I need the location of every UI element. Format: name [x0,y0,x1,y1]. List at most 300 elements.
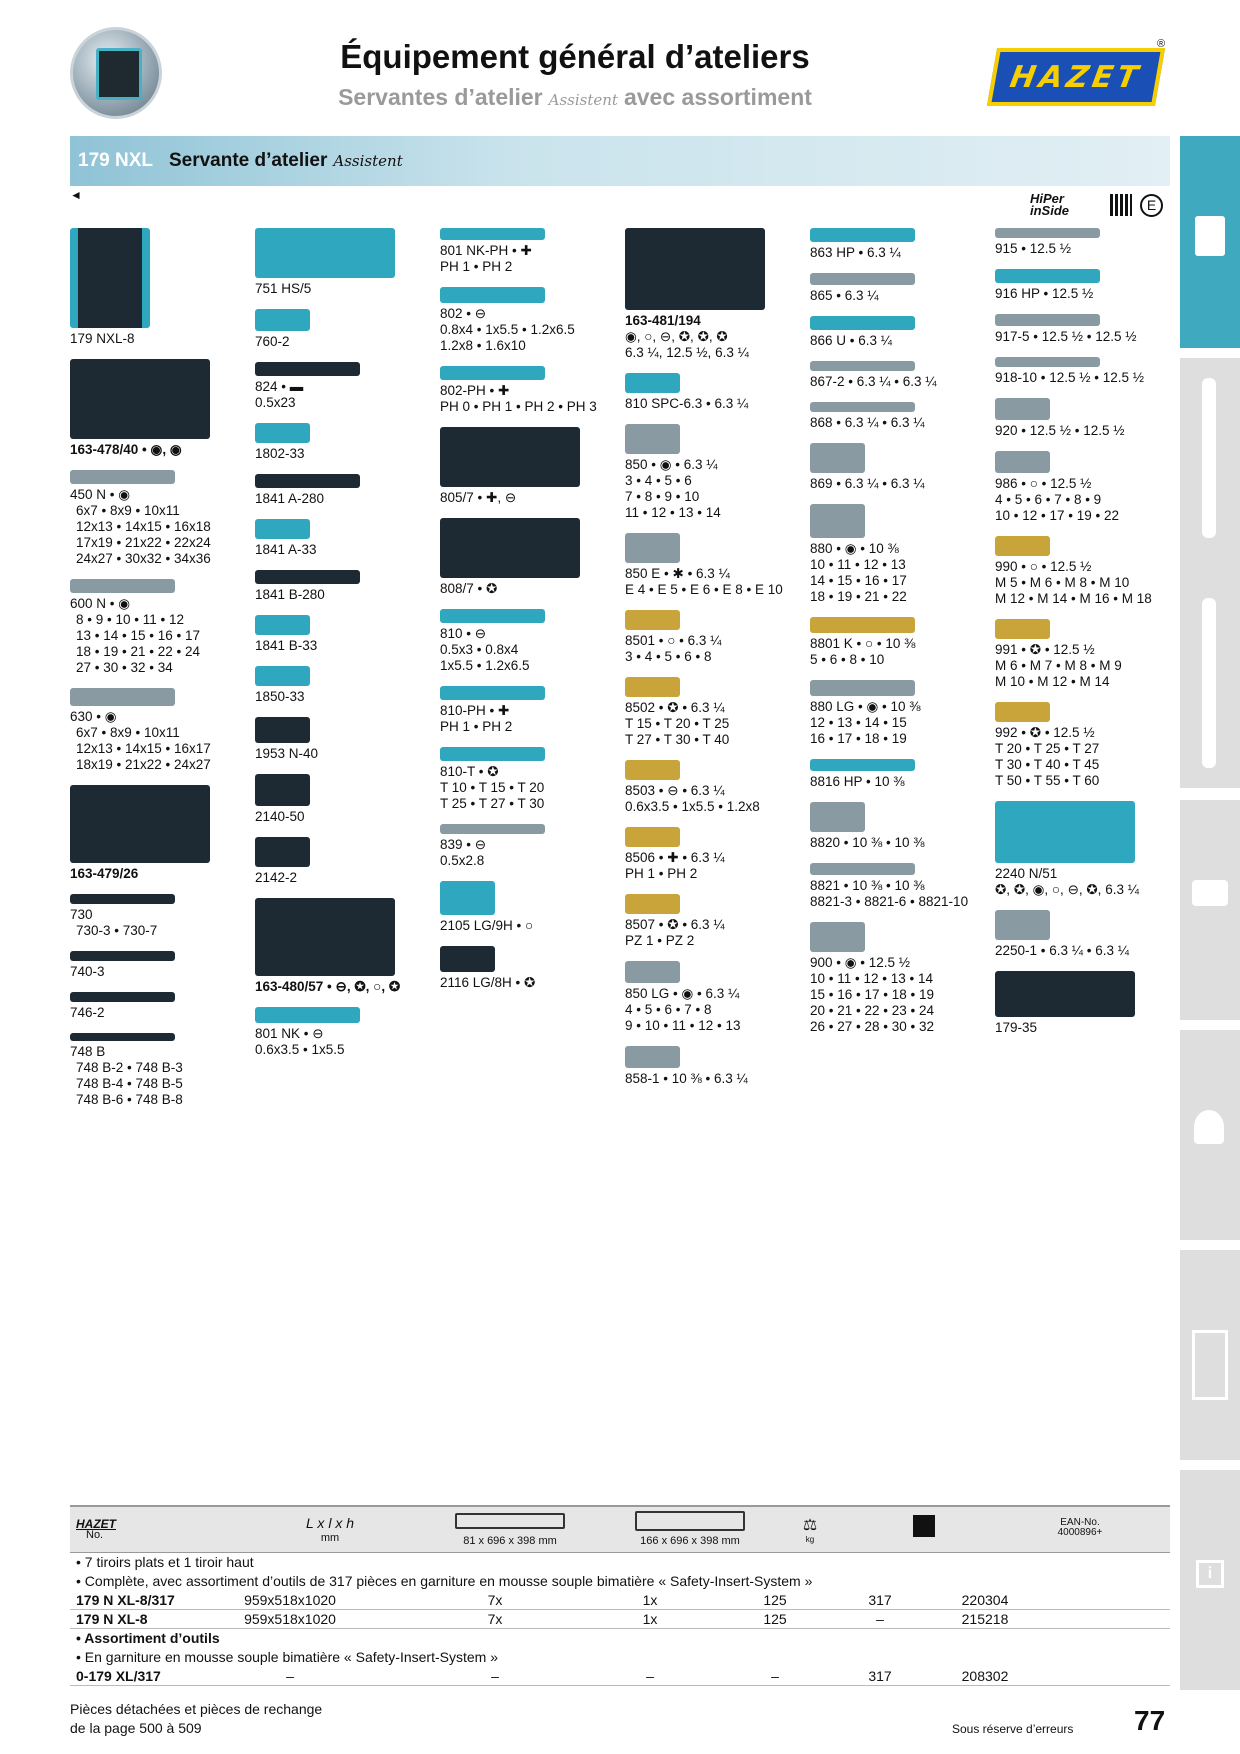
e-badge: E [1140,194,1163,217]
product-item[interactable] [810,402,988,431]
product-code: 839 • ⊖ [440,837,487,852]
product-item[interactable] [70,470,248,567]
product-item[interactable] [995,910,1173,959]
table-cell: – [286,1668,294,1684]
product-image [995,451,1050,473]
product-code: 916 HP • 12.5 ½ [995,286,1094,301]
table-header [70,1507,1170,1553]
product-code: 746-2 [70,1005,105,1020]
product-image [810,863,915,875]
product-sizes: 748 B-4 • 748 B-5 [76,1076,183,1091]
product-code: 1841 B-280 [255,587,325,602]
side-tab-info[interactable] [1180,1470,1240,1690]
product-code: 8506 • ✚ • 6.3 ¼ [625,850,725,865]
product-image [255,519,310,539]
product-image [810,922,865,952]
product-item[interactable] [70,688,248,773]
product-image [70,359,210,439]
product-image [625,424,680,454]
product-image [440,686,545,700]
product-image [995,357,1100,367]
table-cell: 125 [763,1592,787,1608]
header-dimensions-unit: mm [320,1532,340,1544]
product-code: 1841 B-33 [255,638,318,653]
product-code: 163-480/57 • ⊖, ✪, ○, ✪ [255,979,401,994]
cabinet-icon [96,48,142,100]
product-image [625,610,680,630]
product-item[interactable] [440,881,618,934]
product-code: 867-2 • 6.3 ¼ • 6.3 ¼ [810,374,937,389]
product-sizes: 26 • 27 • 28 • 30 • 32 [810,1019,934,1034]
product-image [255,474,360,488]
part-number: 179 N XL-8/317 [76,1592,175,1608]
product-image [440,366,545,380]
product-item[interactable] [810,802,988,851]
product-code: 801 NK-PH • ✚ [440,243,532,258]
product-item[interactable] [810,680,988,747]
product-code: 865 • 6.3 ¼ [810,288,879,303]
product-item[interactable] [440,747,618,812]
product-sizes: PH 1 • PH 2 [440,259,513,274]
side-tab-tools[interactable] [1180,358,1240,788]
product-image [70,688,175,706]
table-cell: 1x [642,1611,658,1627]
product-item[interactable] [625,610,803,665]
cabinet-logo-circle [70,27,162,119]
product-image [440,946,495,972]
product-sizes: 748 B-6 • 748 B-8 [76,1092,183,1107]
product-item[interactable] [440,366,618,415]
table-cell: 125 [763,1611,787,1627]
product-sizes: 0.5x2.8 [440,853,485,868]
product-item[interactable] [810,228,988,261]
product-item[interactable] [995,269,1173,302]
product-item[interactable] [440,686,618,735]
product-code: 8502 • ✪ • 6.3 ¼ [625,700,725,715]
product-code: 8820 • 10 ⅜ • 10 ⅜ [810,835,925,850]
product-code: 808/7 • ✪ [440,581,498,596]
product-item[interactable] [440,609,618,674]
product-item[interactable] [70,894,248,939]
product-item[interactable] [70,785,248,882]
product-item[interactable] [625,827,803,882]
product-item[interactable] [810,361,988,390]
product-code: 2140-50 [255,809,305,824]
hiper-inside-badge: HiPer inSide [1030,191,1070,218]
product-column [255,228,433,1070]
product-code: 810-T • ✪ [440,764,499,779]
product-image [995,536,1050,556]
product-sizes: PH 1 • PH 2 [440,719,513,734]
product-code: 1841 A-280 [255,491,325,506]
product-sizes: 4 • 5 • 6 • 7 • 8 [625,1002,712,1017]
product-item[interactable] [995,801,1173,898]
table-note: • Complète, avec assortiment d’outils de 317 pièces en garniture en mousse souple bimatière « Safety-Insert-System » [76,1573,813,1589]
header-dimensions: L x l x h [306,1515,354,1531]
product-image [625,961,680,983]
product-item[interactable] [810,759,988,790]
product-image [625,827,680,847]
product-sizes: 18 • 19 • 21 • 22 • 24 [76,644,200,659]
product-item[interactable] [70,579,248,676]
product-code: 179-35 [995,1020,1038,1035]
product-item[interactable] [810,443,988,492]
product-code: 824 • ▬ [255,379,304,394]
product-code: 1850-33 [255,689,305,704]
table-row[interactable] [70,1667,1170,1686]
header-brand: HAZET [76,1517,116,1531]
product-code: 163-481/194 [625,313,701,328]
product-image [995,971,1135,1017]
product-sizes: 0.6x3.5 • 1x5.5 [255,1042,345,1057]
hazet-logo: HAZET [987,48,1165,106]
product-code: 990 • ○ • 12.5 ½ [995,559,1092,574]
product-sizes: M 10 • M 12 • M 14 [995,674,1110,689]
header-kg: kg [805,1535,815,1544]
product-item[interactable] [625,373,803,412]
product-item[interactable] [70,1033,248,1108]
product-image [70,579,175,593]
product-sizes: 10 • 12 • 17 • 19 • 22 [995,508,1119,523]
product-image [70,1033,175,1041]
product-item[interactable] [810,922,988,1035]
product-item[interactable] [810,617,988,668]
table-cell: 220304 [961,1592,1009,1608]
table-cell: 208302 [961,1668,1009,1684]
product-code: 1802-33 [255,446,305,461]
barcode-icon [1110,194,1132,216]
product-item[interactable] [440,228,618,275]
product-code: 880 • ◉ • 10 ⅜ [810,541,899,556]
footer-disclaimer: Sous réserve d’erreurs [952,1722,1074,1736]
product-image [70,951,175,961]
product-code: 991 • ✪ • 12.5 ½ [995,642,1095,657]
product-column [70,228,248,1120]
product-image [810,802,865,832]
product-item[interactable] [625,1046,803,1087]
side-tab-service[interactable] [1180,1030,1240,1240]
product-sizes: 13 • 14 • 15 • 16 • 17 [76,628,200,643]
product-image [810,402,915,412]
product-code: 740-3 [70,964,105,979]
product-sizes: 12 • 13 • 14 • 15 [810,715,907,730]
product-sizes: 14 • 15 • 16 • 17 [810,573,907,588]
product-sizes: 12x13 • 14x15 • 16x18 [76,519,211,534]
page-subtitle: Servantes d’atelier Assistent avec assortiment [338,84,812,110]
product-code: 179 NXL-8 [70,331,135,346]
product-sizes: T 27 • T 30 • T 40 [625,732,730,747]
product-sizes: E 4 • E 5 • E 6 • E 8 • E 10 [625,582,783,597]
product-sizes: 8 • 9 • 10 • 11 • 12 [76,612,184,627]
product-image [70,894,175,904]
side-tab-vehicle[interactable] [1180,1250,1240,1460]
product-image [440,427,580,487]
product-column [810,228,988,1047]
product-item[interactable] [440,287,618,354]
product-code: 450 N • ◉ [70,487,131,502]
product-column [995,228,1173,1048]
spanner-icon [1202,598,1216,768]
product-item[interactable] [255,837,433,886]
info-icon: i [1196,1560,1224,1588]
product-code: 748 B [70,1044,106,1059]
header-drawer-deep: 166 x 696 x 398 mm [640,1535,740,1547]
section-band [70,136,1170,186]
product-column [440,228,618,1003]
product-code: 8503 • ⊖ • 6.3 ¼ [625,783,725,798]
table-cell: 959x518x1020 [244,1592,336,1608]
product-sizes: 748 B-2 • 748 B-3 [76,1060,183,1075]
product-sizes: T 50 • T 55 • T 60 [995,773,1100,788]
product-item[interactable] [810,273,988,304]
product-item[interactable] [255,519,433,558]
header-drawer-flat: 81 x 696 x 398 mm [463,1535,557,1547]
product-code: 918-10 • 12.5 ½ • 12.5 ½ [995,370,1145,385]
product-sizes: 0.5x3 • 0.8x4 [440,642,519,657]
product-item[interactable] [810,863,988,910]
product-item[interactable] [70,992,248,1021]
product-code: 8801 K • ○ • 10 ⅜ [810,636,916,651]
product-image [255,898,395,976]
product-code: 850 • ◉ • 6.3 ¼ [625,457,718,472]
product-image [995,398,1050,420]
product-item[interactable] [255,666,433,705]
product-image [810,273,915,285]
product-image [70,992,175,1002]
table-note: • Assortiment d’outils [76,1630,220,1646]
product-code: 730 [70,907,93,922]
product-item[interactable] [995,314,1173,345]
side-tab-cabinet[interactable] [1180,136,1240,348]
product-sizes: 3 • 4 • 5 • 6 [625,473,692,488]
product-item[interactable] [255,717,433,762]
product-item[interactable] [995,702,1173,789]
product-image [625,228,765,310]
product-code: 2250-1 • 6.3 ¼ • 6.3 ¼ [995,943,1130,958]
product-sizes: 17x19 • 21x22 • 22x24 [76,535,211,550]
table-row[interactable] [70,1591,1170,1610]
product-image [255,717,310,743]
product-image [625,533,680,563]
product-code: 760-2 [255,334,290,349]
product-sizes: 1x5.5 • 1.2x6.5 [440,658,530,673]
product-sizes: 7 • 8 • 9 • 10 [625,489,700,504]
product-item[interactable] [995,619,1173,690]
product-sizes: 1.2x8 • 1.6x10 [440,338,526,353]
product-item[interactable] [255,228,433,297]
product-image [995,910,1050,940]
product-item[interactable] [625,894,803,949]
assistent-script: Assistent [548,91,618,109]
product-sizes: 15 • 16 • 17 • 18 • 19 [810,987,934,1002]
product-image [255,666,310,686]
product-code: 810-PH • ✚ [440,703,510,718]
product-image [995,228,1100,238]
product-item[interactable] [625,677,803,748]
product-sizes: 8821-3 • 8821-6 • 8821-10 [810,894,969,909]
product-item[interactable] [995,357,1173,386]
product-item[interactable] [995,536,1173,607]
product-item[interactable] [810,316,988,349]
product-sizes: 0.5x23 [255,395,296,410]
header-ean: EAN-No. [1060,1517,1100,1528]
product-code: 868 • 6.3 ¼ • 6.3 ¼ [810,415,925,430]
product-image [440,747,545,761]
table-cell: 215218 [961,1611,1009,1627]
product-image [810,617,915,633]
product-item[interactable] [255,309,433,350]
product-item[interactable] [625,533,803,598]
product-image [440,518,580,578]
product-item[interactable] [810,504,988,605]
product-item[interactable] [255,1007,433,1058]
table-cell: 1x [642,1592,658,1608]
product-code: 751 HS/5 [255,281,312,296]
product-code: 986 • ○ • 12.5 ½ [995,476,1092,491]
product-image [810,680,915,696]
product-item[interactable] [70,951,248,980]
product-sizes: 18 • 19 • 21 • 22 [810,589,907,604]
product-image [440,609,545,623]
product-code: 900 • ◉ • 12.5 ½ [810,955,911,970]
product-item[interactable] [440,427,618,506]
product-sizes: PH 1 • PH 2 [625,866,698,881]
product-column [625,228,803,1099]
product-item[interactable] [625,760,803,815]
mechanic-icon [1194,1110,1224,1144]
product-item[interactable] [70,359,248,458]
table-row[interactable] [70,1610,1170,1629]
footer-spares: Pièces détachées et pièces de rechange de la page 500 à 509 [70,1701,323,1736]
product-image [810,228,915,242]
product-code: 920 • 12.5 ½ • 12.5 ½ [995,423,1125,438]
product-sizes: T 10 • T 15 • T 20 [440,780,545,795]
product-code: 810 SPC-6.3 • 6.3 ¼ [625,396,749,411]
product-item[interactable] [255,615,433,654]
vehicle-icon [1192,1330,1228,1400]
product-image [810,759,915,771]
product-item[interactable] [625,228,803,361]
piece-count-icon [913,1515,935,1537]
product-item[interactable] [625,961,803,1034]
product-code: 880 LG • ◉ • 10 ⅜ [810,699,921,714]
product-code: 805/7 • ✚, ⊖ [440,490,517,505]
product-image [625,760,680,780]
product-code: 163-479/26 [70,866,139,881]
product-image [995,314,1100,326]
product-image [995,269,1100,283]
product-image [255,615,310,635]
section-script: Assistent [333,152,403,170]
product-code: 8816 HP • 10 ⅜ [810,774,905,789]
cabinet-icon [1195,216,1225,256]
product-image [995,702,1050,722]
product-sizes: T 25 • T 27 • T 30 [440,796,545,811]
registered-mark: ® [1157,38,1166,50]
product-code: 1841 A-33 [255,542,317,557]
product-item[interactable] [995,398,1173,439]
back-arrow-icon[interactable]: ◄ [70,188,82,202]
product-item[interactable] [995,451,1173,524]
product-sizes: 10 • 11 • 12 • 13 • 14 [810,971,933,986]
product-sizes: M 12 • M 14 • M 16 • M 18 [995,591,1152,606]
product-code: 863 HP • 6.3 ¼ [810,245,901,260]
product-item[interactable] [440,946,618,991]
product-code: 992 • ✪ • 12.5 ½ [995,725,1095,740]
product-sizes: 9 • 10 • 11 • 12 • 13 [625,1018,741,1033]
product-item[interactable] [70,228,248,347]
product-sizes: 18x19 • 21x22 • 24x27 [76,757,211,772]
product-image [70,228,150,328]
side-tab-power[interactable] [1180,800,1240,1020]
table-cell: 317 [868,1668,892,1684]
product-sizes: 20 • 21 • 22 • 23 • 24 [810,1003,934,1018]
product-sizes: 6.3 ¼, 12.5 ½, 6.3 ¼ [625,345,749,360]
product-sizes: T 20 • T 25 • T 27 [995,741,1100,756]
product-image [70,785,210,863]
product-sizes: 24x27 • 30x32 • 34x36 [76,551,211,566]
product-code: 8821 • 10 ⅜ • 10 ⅜ [810,878,925,893]
product-item[interactable] [995,971,1173,1036]
flat-drawer-icon [455,1513,565,1529]
product-code: 600 N • ◉ [70,596,131,611]
table-cell: – [491,1668,499,1684]
product-sizes: 16 • 17 • 18 • 19 [810,731,907,746]
product-item[interactable] [255,774,433,825]
section-title: Servante d’atelier [168,150,328,171]
product-code: 163-478/40 • ◉, ◉ [70,442,182,457]
product-image [625,373,680,393]
product-item[interactable] [995,228,1173,257]
product-code: 2116 LG/8H • ✪ [440,975,536,990]
product-item[interactable] [440,824,618,869]
product-item[interactable] [255,898,433,995]
product-item[interactable] [440,518,618,597]
product-image [810,361,915,371]
table-cell: – [876,1611,884,1627]
product-code: 917-5 • 12.5 ½ • 12.5 ½ [995,329,1137,344]
product-item[interactable] [625,424,803,521]
product-image [255,362,360,376]
product-image [255,228,395,278]
table-note: • 7 tiroirs plats et 1 tiroir haut [76,1554,254,1570]
product-item[interactable] [255,570,433,603]
product-sizes: 6x7 • 8x9 • 10x11 [76,503,180,518]
product-image [440,228,545,240]
product-image [625,894,680,914]
section-number: 179 NXL [78,150,153,171]
product-code: 802 • ⊖ [440,306,487,321]
product-image [255,309,310,331]
product-code: 858-1 • 10 ⅜ • 6.3 ¼ [625,1071,748,1086]
product-image [255,1007,360,1023]
product-sizes: PH 0 • PH 1 • PH 2 • PH 3 [440,399,597,414]
product-sizes: 5 • 6 • 8 • 10 [810,652,885,667]
product-sizes: 730-3 • 730-7 [76,923,158,938]
wrench-icon [1202,378,1216,538]
product-item[interactable] [255,423,433,462]
product-code: 2240 N/51 [995,866,1058,881]
product-sizes: 0.6x3.5 • 1x5.5 • 1.2x8 [625,799,760,814]
product-item[interactable] [255,362,433,411]
product-code: 869 • 6.3 ¼ • 6.3 ¼ [810,476,925,491]
product-item[interactable] [255,474,433,507]
product-image [810,443,865,473]
product-image [440,881,495,915]
part-number: 179 N XL-8 [76,1611,148,1627]
product-code: 1953 N-40 [255,746,319,761]
product-image [440,824,545,834]
